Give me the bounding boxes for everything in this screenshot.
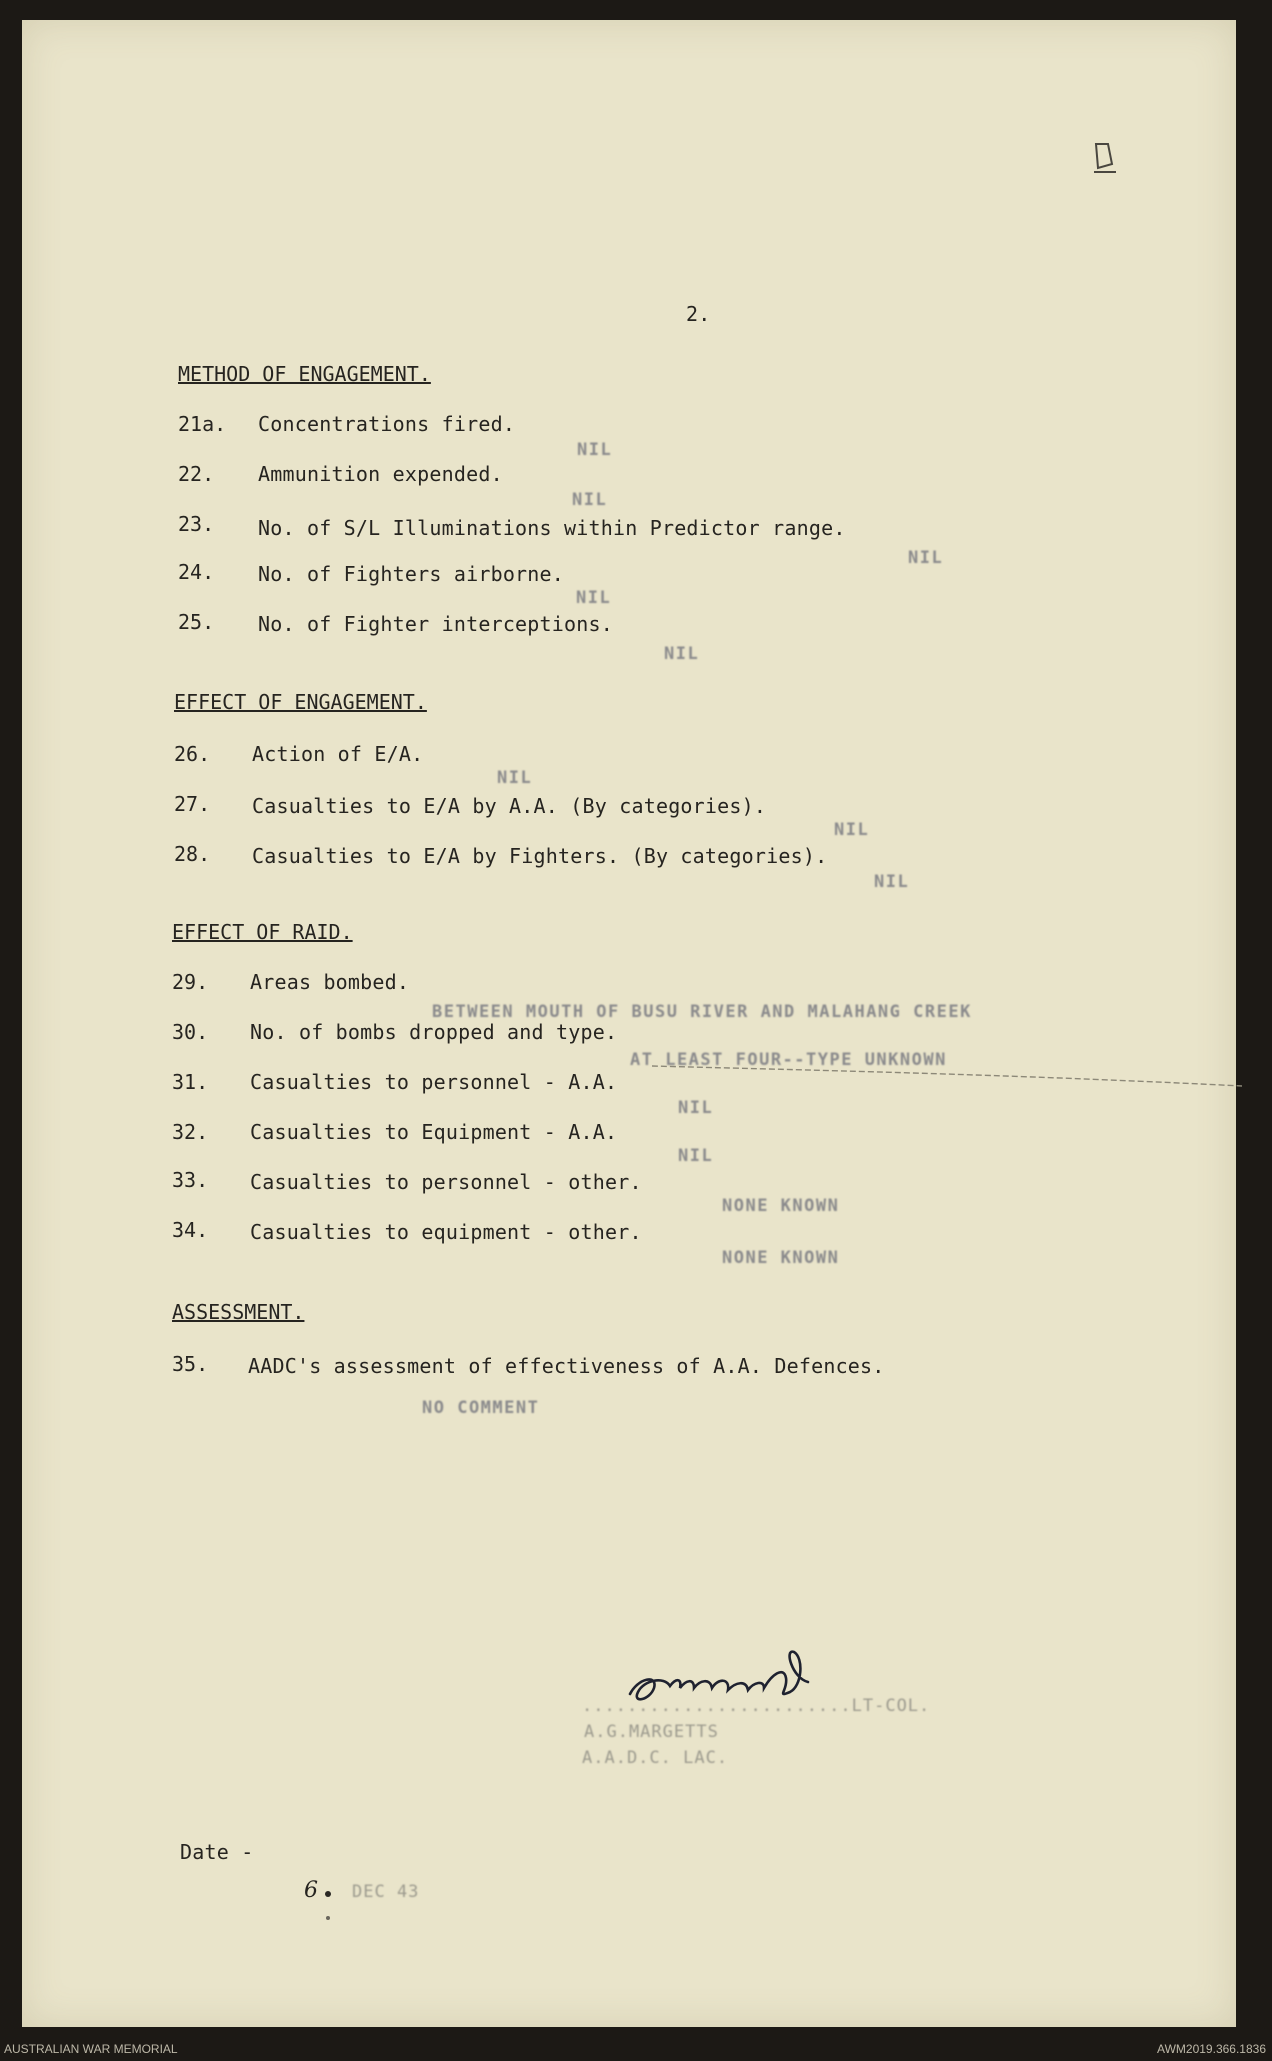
- document-page: [22, 20, 1236, 2027]
- item-answer: NIL: [664, 644, 700, 664]
- date-day-handwritten: 6: [304, 1878, 319, 1903]
- item-answer: BETWEEN MOUTH OF BUSU RIVER AND MALAHANG CREEK: [432, 1002, 972, 1022]
- item-text: No. of S/L Illuminations within Predictor range.: [258, 516, 846, 540]
- item-text: Ammunition expended.: [258, 462, 503, 486]
- signatory-name: A.G.MARGETTS: [584, 1722, 719, 1742]
- item-number: 23.: [178, 512, 215, 536]
- footer-archive-id: AWM2019.366.1836: [1157, 2042, 1266, 2056]
- item-text: Action of E/A.: [252, 742, 424, 766]
- item-number: 34.: [172, 1218, 209, 1242]
- item-answer: NONE KNOWN: [722, 1196, 840, 1216]
- item-answer: NO COMMENT: [422, 1398, 540, 1418]
- item-number: 32.: [172, 1120, 209, 1144]
- item-text: No. of Fighter interceptions.: [258, 612, 613, 636]
- item-text: Casualties to E/A by Fighters. (By categories).: [252, 844, 828, 868]
- item-text: Areas bombed.: [250, 970, 410, 994]
- item-number: 29.: [172, 970, 209, 994]
- item-answer: NIL: [908, 548, 944, 568]
- item-answer: NIL: [834, 820, 870, 840]
- item-answer: AT LEAST FOUR--TYPE UNKNOWN: [630, 1050, 947, 1070]
- page-number: 2.: [686, 302, 711, 326]
- item-answer: NIL: [577, 440, 613, 460]
- item-number: 28.: [174, 842, 211, 866]
- section-heading-effect-raid: EFFECT OF RAID.: [172, 920, 353, 944]
- ink-dot-mark: [322, 1888, 334, 1928]
- item-number: 25.: [178, 610, 215, 634]
- section-heading-assessment: ASSESSMENT.: [172, 1300, 305, 1324]
- item-answer: NIL: [497, 768, 533, 788]
- item-answer: NIL: [874, 872, 910, 892]
- item-answer: NIL: [572, 490, 608, 510]
- item-text: AADC's assessment of effectiveness of A.A. Defences.: [248, 1354, 885, 1378]
- date-label: Date -: [180, 1840, 254, 1864]
- item-number: 24.: [178, 560, 215, 584]
- item-answer: NIL: [678, 1146, 714, 1166]
- item-text: No. of bombs dropped and type.: [250, 1020, 618, 1044]
- item-number: 21a.: [178, 412, 227, 436]
- item-number: 35.: [172, 1352, 209, 1376]
- item-text: Casualties to personnel - A.A.: [250, 1070, 618, 1094]
- date-value: DEC 43: [352, 1882, 420, 1902]
- item-text: Casualties to E/A by A.A. (By categories).: [252, 794, 767, 818]
- item-text: Concentrations fired.: [258, 412, 516, 436]
- item-number: 27.: [174, 792, 211, 816]
- item-number: 22.: [178, 462, 215, 486]
- signatory-title: A.A.D.C. LAC.: [582, 1748, 729, 1768]
- item-answer: NIL: [576, 588, 612, 608]
- item-text: Casualties to personnel - other.: [250, 1170, 642, 1194]
- item-answer: NIL: [678, 1098, 714, 1118]
- corner-mark: [1090, 138, 1120, 184]
- footer-archive-name: AUSTRALIAN WAR MEMORIAL: [4, 2042, 178, 2056]
- item-number: 30.: [172, 1020, 209, 1044]
- signature-dotted-line: ........................LT-COL.: [582, 1696, 931, 1716]
- item-text: Casualties to Equipment - A.A.: [250, 1120, 618, 1144]
- item-number: 33.: [172, 1168, 209, 1192]
- item-text: No. of Fighters airborne.: [258, 562, 565, 586]
- item-number: 31.: [172, 1070, 209, 1094]
- item-number: 26.: [174, 742, 211, 766]
- item-answer: NONE KNOWN: [722, 1248, 840, 1268]
- paper-crease-line: [652, 1062, 1242, 1092]
- section-heading-effect-engagement: EFFECT OF ENGAGEMENT.: [174, 690, 427, 714]
- item-text: Casualties to equipment - other.: [250, 1220, 642, 1244]
- section-heading-method: METHOD OF ENGAGEMENT.: [178, 362, 431, 386]
